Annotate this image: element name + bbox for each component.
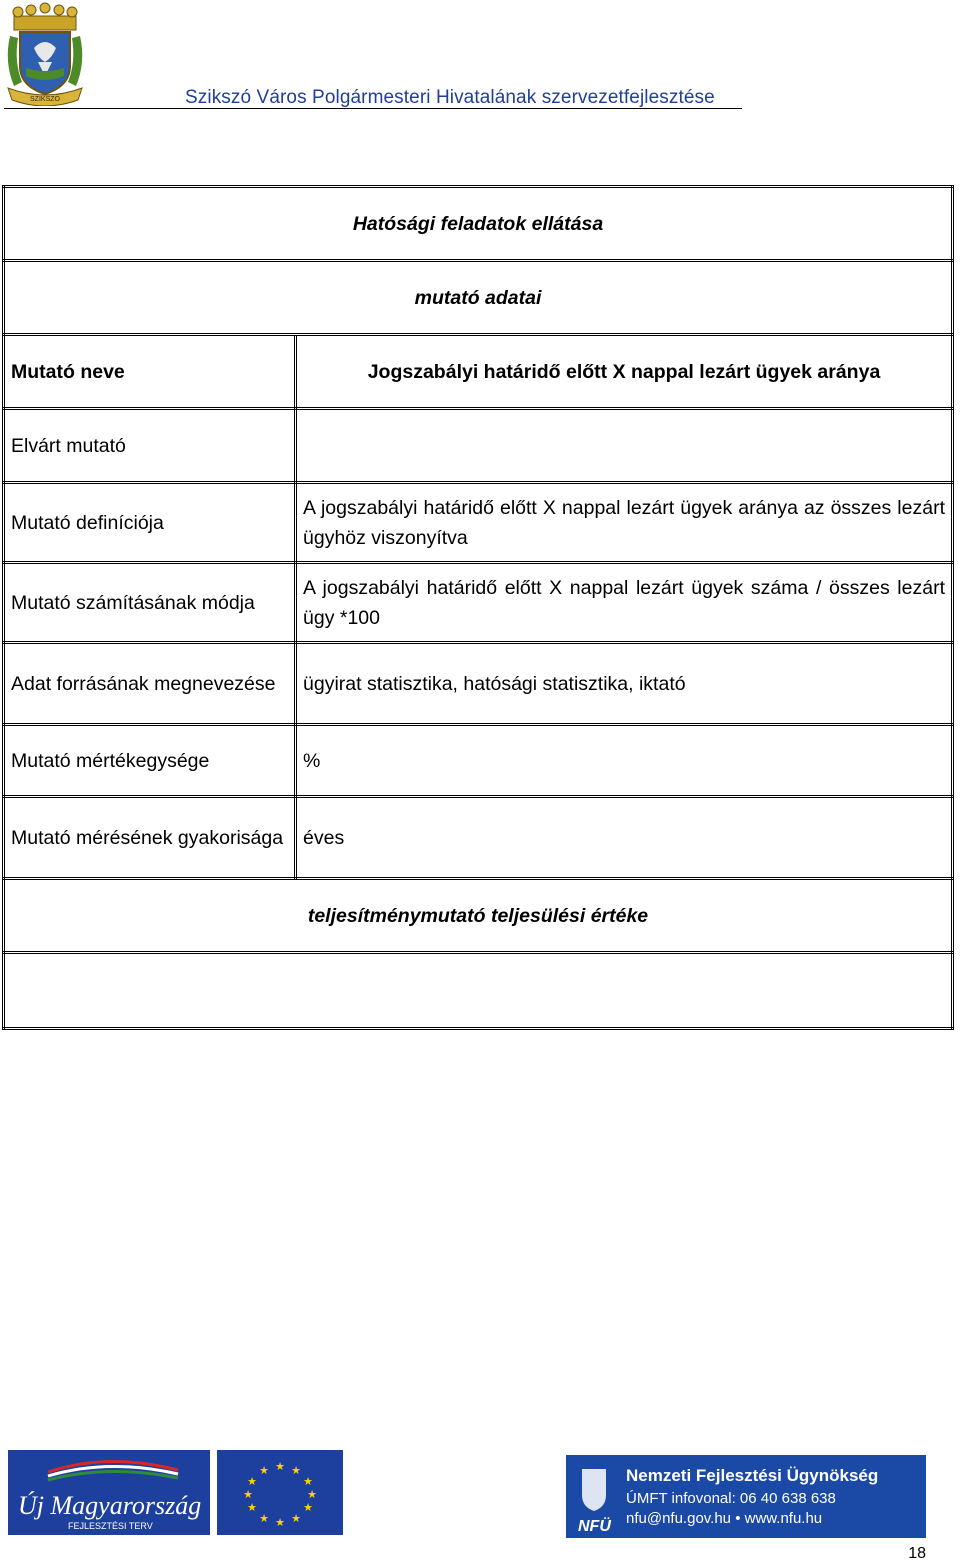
performance-heading: teljesítménymutató teljesülési értéke: [4, 879, 953, 953]
performance-heading-row: [4, 879, 953, 953]
svg-text:★: ★: [243, 1489, 253, 1501]
row-label-indicator-name: Mutató neve: [4, 335, 296, 409]
uj-magyarorszag-logo: [8, 1450, 210, 1535]
nfu-contact-text: nfu@nfu.gov.hu • www.nfu.hu: [626, 1510, 823, 1527]
table-row: [4, 643, 953, 725]
row-value-calculation-method: A jogszabályi határidő előtt X nappal lezárt ügyek száma / összes lezárt ügy *100: [296, 563, 953, 643]
svg-text:★: ★: [275, 1517, 285, 1529]
svg-text:★: ★: [307, 1489, 317, 1501]
svg-text:★: ★: [247, 1502, 257, 1514]
table-row: [4, 483, 953, 563]
header-divider: [4, 108, 742, 109]
logo-main-text: Új Magyarország: [18, 1491, 202, 1520]
svg-text:★: ★: [247, 1476, 257, 1488]
nfu-abbr-text: NFÜ: [578, 1518, 611, 1535]
row-label-definition: Mutató definíciója: [4, 483, 296, 563]
nfu-logo: [566, 1455, 926, 1538]
nfu-infoline-text: ÚMFT infovonal: 06 40 638 638: [626, 1490, 836, 1507]
table-row: [4, 563, 953, 643]
row-label-calculation-method: Mutató számításának módja: [4, 563, 296, 643]
logo-sub-text: FEJLESZTÉSI TERV: [68, 1521, 153, 1531]
svg-text:★: ★: [291, 1465, 301, 1477]
performance-value-row: [4, 953, 953, 1029]
crest-ribbon-text: SZIKSZÓ: [30, 96, 60, 103]
row-label-expected-indicator: Elvárt mutató: [4, 409, 296, 483]
row-label-data-source: Adat forrásának megnevezése: [4, 643, 296, 725]
row-label-frequency: Mutató mérésének gyakorisága: [4, 797, 296, 879]
table-heading: Hatósági feladatok ellátása: [4, 187, 953, 261]
table-row: [4, 409, 953, 483]
nfu-title-text: Nemzeti Fejlesztési Ügynökség: [626, 1466, 879, 1485]
document-header-title: Szikszó Város Polgármesteri Hivatalának szervezetfejlesztése: [185, 87, 715, 108]
table-subheading: mutató adatai: [4, 261, 953, 335]
indicator-table: [2, 185, 954, 1030]
svg-text:★: ★: [275, 1461, 285, 1473]
table-subheading-row: [4, 261, 953, 335]
svg-text:★: ★: [303, 1476, 313, 1488]
table-row: [4, 797, 953, 879]
table-row: [4, 725, 953, 797]
eu-flag-logo: [217, 1450, 343, 1535]
row-value-indicator-name: Jogszabályi határidő előtt X nappal lezárt ügyek aránya: [296, 335, 953, 409]
svg-text:★: ★: [259, 1465, 269, 1477]
row-value-data-source: ügyirat statisztika, hatósági statisztika, iktató: [296, 643, 953, 725]
row-value-expected-indicator: [296, 409, 953, 483]
svg-text:★: ★: [259, 1513, 269, 1525]
svg-text:★: ★: [291, 1513, 301, 1525]
city-crest-logo: [4, 2, 86, 106]
row-value-frequency: éves: [296, 797, 953, 879]
table-row: [4, 335, 953, 409]
table-heading-row: [4, 187, 953, 261]
svg-text:★: ★: [303, 1502, 313, 1514]
row-value-unit: %: [296, 725, 953, 797]
performance-value: [4, 953, 953, 1029]
row-value-definition: A jogszabályi határidő előtt X nappal lezárt ügyek aránya az összes lezárt ügyhöz viszonyítva: [296, 483, 953, 563]
page-number: 18: [908, 1545, 926, 1562]
row-label-unit: Mutató mértékegysége: [4, 725, 296, 797]
